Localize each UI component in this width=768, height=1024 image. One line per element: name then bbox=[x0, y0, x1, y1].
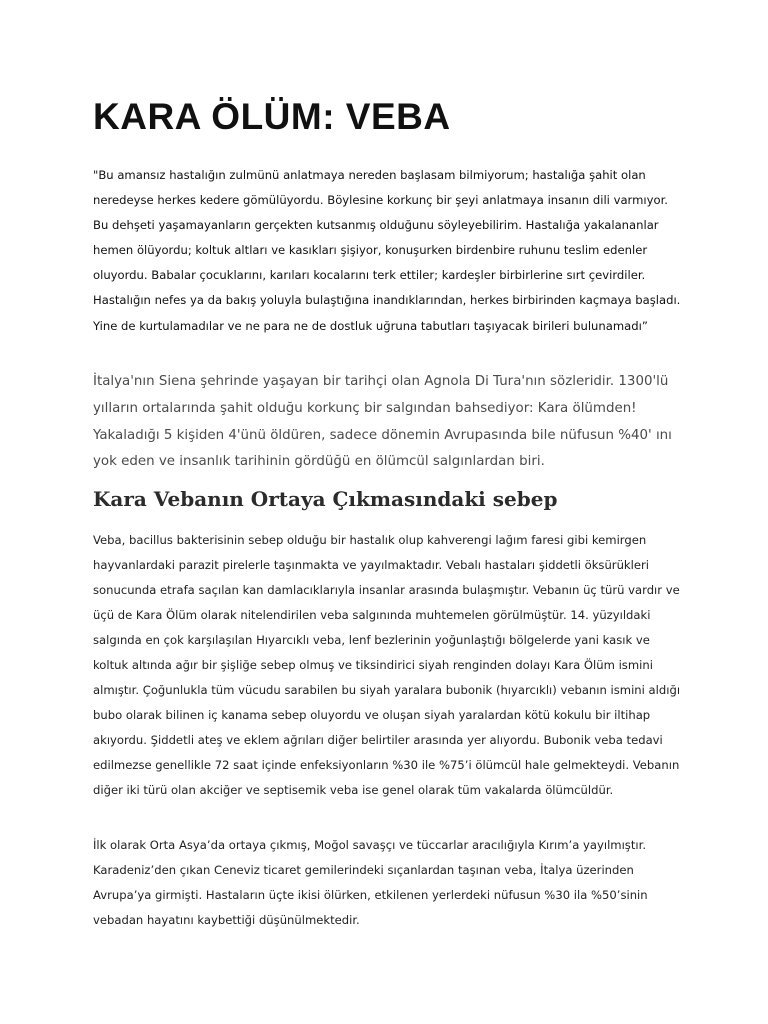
document-title: KARA ÖLÜM: VEBA bbox=[93, 96, 451, 137]
section-heading: Kara Vebanın Ortaya Çıkmasındaki sebep bbox=[93, 487, 558, 511]
quote-paragraph: "Bu amansız hastalığın zulmünü anlatmaya nereden başlasam bilmiyorum; hastalığa şahit olan neredeyse herkes kedere gömülüyordu. Böylesine korkunç bir şeyi anlatmaya insanın dili varmıyor. Bu dehşeti yaşamayanların gerçekten kutsanmış olduğunu söyleyebilirim. Hastalığa yakalananlar hemen ölüyordu; koltuk altları ve kasıkları şişiyor, konuşurken birdenbire ruhunu teslim edenler oluyordu. Babalar çocuklarını, karıları kocalarını terk ettiler; kardeşler birbirlerine sırt çevirdiler. Hastalığın nefes ya da bakış yoluyla bulaştığına inandıklarından, herkes birbirinden kaçmaya başladı. Yine de kurtulamadılar ve ne para ne de dostluk uğruna tabutları taşıyacak birileri bulunamadı” bbox=[93, 168, 681, 333]
body-paragraph-spread: İlk olarak Orta Asya’da ortaya çıkmış, Moğol savaşçı ve tüccarlar aracılığıyla Kırım’a yayılmıştır. Karadeniz’den çıkan Ceneviz ticaret gemilerindeki sıçanlardan taşınan veba, İtalya üzerinden Avrupa’ya girmişti. Hastaların üçte ikisi ölürken, etkilenen yerlerdeki nüfusun %30 ila %50’sinin vebadan hayatını kaybettiği düşünülmektedir. bbox=[93, 838, 648, 927]
intro-paragraph: İtalya'nın Siena şehrinde yaşayan bir tarihçi olan Agnola Di Tura'nın sözleridir. 1300'lü yılların ortalarında şahit olduğu korkunç bir salgından bahsediyor: Kara ölümden! Yakaladığı 5 kişiden 4'ünü öldüren, sadece dönemin Avrupasında bile nüfusun %40' ını yok eden ve insanlık tarihinin gördüğü en ölümcül salgınlardan biri. bbox=[93, 374, 672, 470]
body-paragraph-causes: Veba, bacillus bakterisinin sebep olduğu bir hastalık olup kahverengi lağım faresi gibi kemirgen hayvanlardaki parazit pirelerle taşınmakta ve yayılmaktadır. Vebalı hastaları şiddetli öksürükleri sonucunda etrafa saçılan kan damlacıklarıyla insanlar arasında bulaşmıştır. Vebanın üç türü vardır ve üçü de Kara Ölüm olarak nitelendirilen veba salgınında muhtemelen görülmüştür. 14. yüzyıldaki salgında en çok karşılaşılan Hıyarcıklı veba, lenf bezlerinin yoğunlaştığı bölgelerde yani kasık ve koltuk altında ağır bir şişliğe sebep olmuş ve tiksindirici siyah renginden dolayı Kara Ölüm ismini almıştır. Çoğunlukla tüm vücudu sarabilen bu siyah yaralara bubonik (hıyarcıklı) vebanın ismini aldığı bubo olarak bilinen iç kanama sebep oluyordu ve oluşan siyah yaralardan kötü kokulu bir iltihap akıyordu. Şiddetli ateş ve eklem ağrıları diğer belirtiler arasında yer alıyordu. Bubonik veba tedavi edilmezse genellikle 72 saat içinde enfeksiyonların %30 ile %75’i ölümcül hale gelmekteydi. Vebanın diğer iki türü olan akciğer ve septisemik veba ise genel olarak tüm vakalarda ölümcüldür. bbox=[93, 533, 681, 797]
